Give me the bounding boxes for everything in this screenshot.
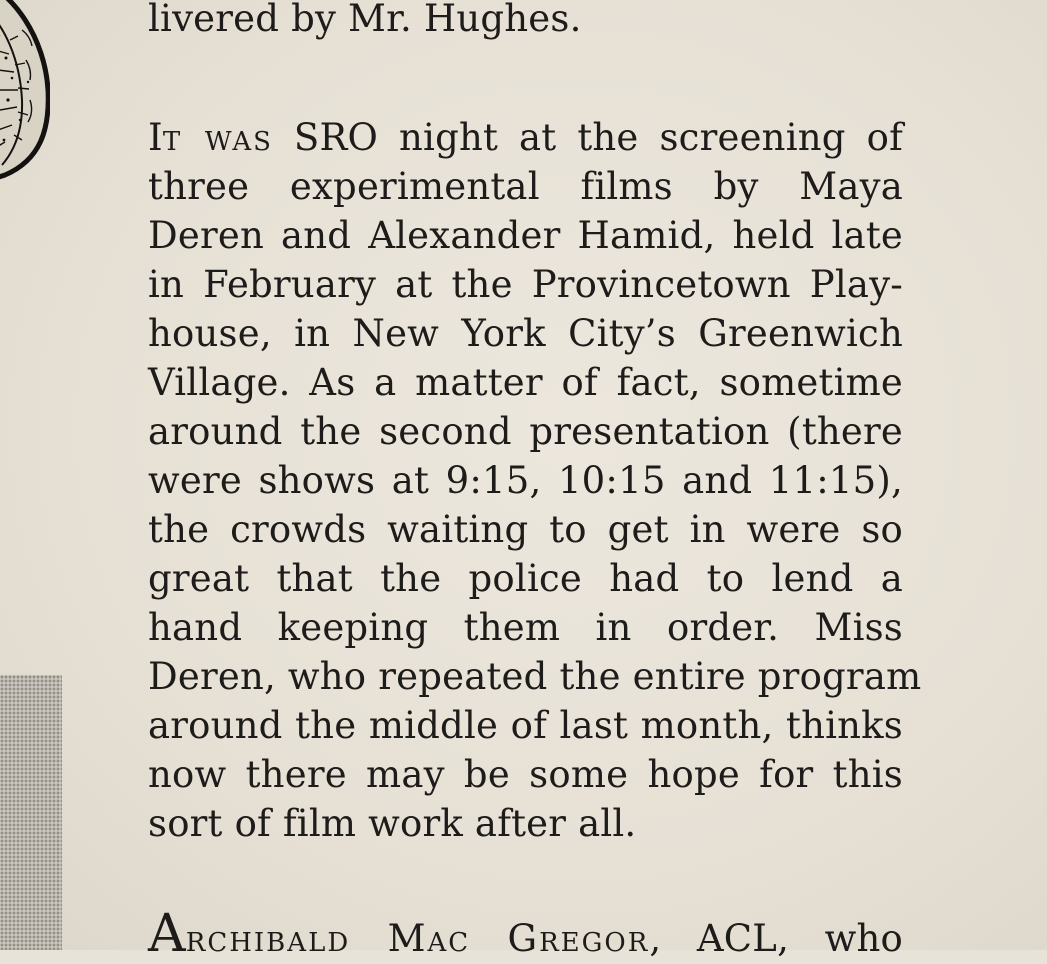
- line-text: SRO night at the screening of: [272, 116, 903, 159]
- lead-in-smallcaps: t was: [162, 116, 273, 159]
- paragraph-line: Deren and Alexander Hamid, held late: [148, 214, 903, 257]
- paragraph-line: Deren, who repeated the entire program: [148, 655, 922, 698]
- lead-in-smallcaps: rchibald Mac Gregor: [185, 917, 650, 960]
- paragraph-line: were shows at 9:15, 10:15 and 11:15),: [148, 459, 903, 502]
- paragraph-line: hand keeping them in order. Miss: [148, 606, 903, 649]
- paragraph-line: around the second presentation (there: [148, 410, 903, 453]
- paragraph-line: now there may be some hope for this: [148, 753, 903, 796]
- paragraph-line: great that the police had to lend a: [148, 557, 903, 600]
- line-text: , ACL, who: [649, 917, 904, 960]
- halftone-photo-strip: [0, 675, 62, 950]
- paragraph-line: three experimental films by Maya: [148, 165, 903, 208]
- paragraph-line: Village. As a matter of fact, sometime: [148, 361, 903, 404]
- leaf-illustration-icon: [0, 0, 50, 185]
- paragraph-line: around the middle of last month, thinks: [148, 704, 903, 747]
- previous-paragraph-last-line: livered by Mr. Hughes.: [148, 0, 582, 40]
- drop-initial: A: [148, 904, 186, 964]
- drop-initial: I: [148, 116, 163, 159]
- paragraph-line: house, in New York City’s Greenwich: [148, 312, 903, 355]
- paragraph-line: in February at the Provincetown Play-: [148, 263, 903, 306]
- paragraph-line: the crowds waiting to get in were so: [148, 508, 903, 551]
- paragraph-last-line: sort of film work after all.: [148, 802, 637, 845]
- paragraph-line: [148, 113, 903, 162]
- next-paragraph-first-line: [148, 904, 904, 964]
